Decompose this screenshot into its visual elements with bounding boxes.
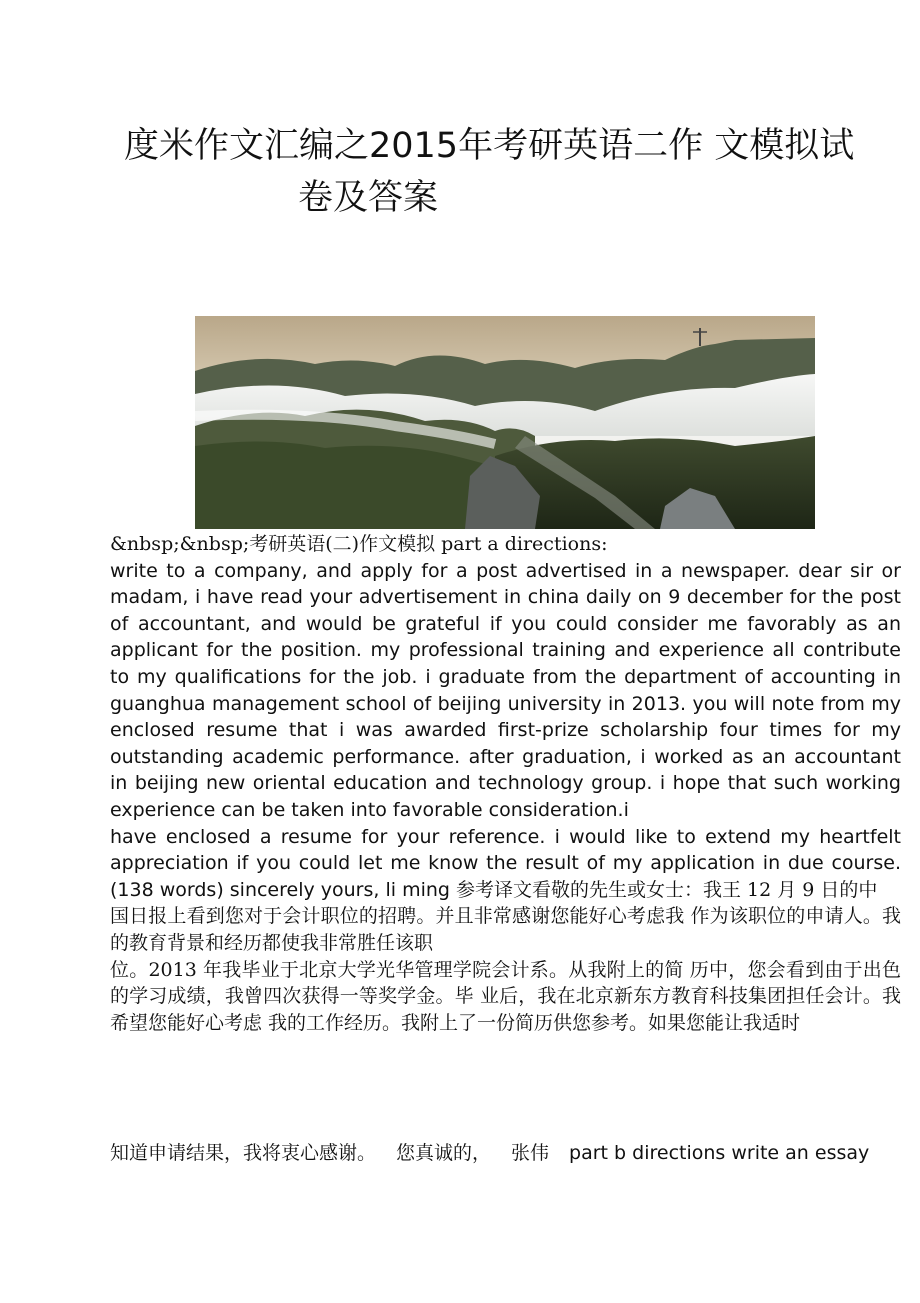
closing-thanks: 知道申请结果，我将衷心感谢。 bbox=[110, 1142, 377, 1164]
title-line-1: 度米作文汇编之2015年考研英语二作 文模拟试 bbox=[124, 126, 855, 166]
intro-line: &nbsp;&nbsp;考研英语(二)作文模拟 part a directions: bbox=[110, 533, 608, 555]
document-body bbox=[110, 531, 901, 1036]
closing-signature: 张伟 bbox=[511, 1142, 550, 1164]
closing-sincerely: 您真诚的， bbox=[396, 1142, 492, 1164]
paragraph-2 bbox=[110, 824, 901, 904]
part-b-heading: part b directions write an essay bbox=[569, 1142, 870, 1164]
paragraph-1: write to a company, and apply for a post advertised in a newspaper. dear sir or madam, i have read your advertisement in china daily on 9 december for the post of accountant, and would be grateful if you could consider me favorably as an applicant for the position. my professional training and experience all contribute to my qualifications for the job. i graduate from the department of accounting in guanghua management school of beijing university in 2013. you will note from my enclosed resume that i was awarded first-prize scholarship four times for my outstanding academic performance. after graduation, i worked as an accountant in beijing new oriental education and technology group. i hope that such working experience can be taken into favorable consideration.i bbox=[110, 559, 901, 821]
paragraph-2-chinese: 参考译文看敬的先生或女士：我王 12 月 9 日的中 bbox=[456, 878, 878, 901]
paragraph-2-english: have enclosed a resume for your reference. i would like to extend my heartfelt appreciation if you could let me know the result of my application in due course. (138 words) sincerely yours, li ming bbox=[110, 825, 901, 901]
document-title bbox=[124, 120, 914, 224]
title-line-2: 卷及答案 bbox=[298, 178, 439, 218]
closing-line bbox=[110, 1140, 901, 1167]
paragraph-4: 位。2013 年我毕业于北京大学光华管理学院会计系。从我附上的简 历中，您会看到由于出色的学习成绩，我曾四次获得一等奖学金。毕 业后，我在北京新东方教育科技集团担任会计。我希望您能好心考虑 我的工作经历。我附上了一份简历供您参考。如果您能让我适时 bbox=[110, 958, 901, 1034]
landscape-photo bbox=[195, 316, 815, 529]
paragraph-3: 国日报上看到您对于会计职位的招聘。并且非常感谢您能好心考虑我 作为该职位的申请人。我的教育背景和经历都使我非常胜任该职 bbox=[110, 905, 901, 954]
